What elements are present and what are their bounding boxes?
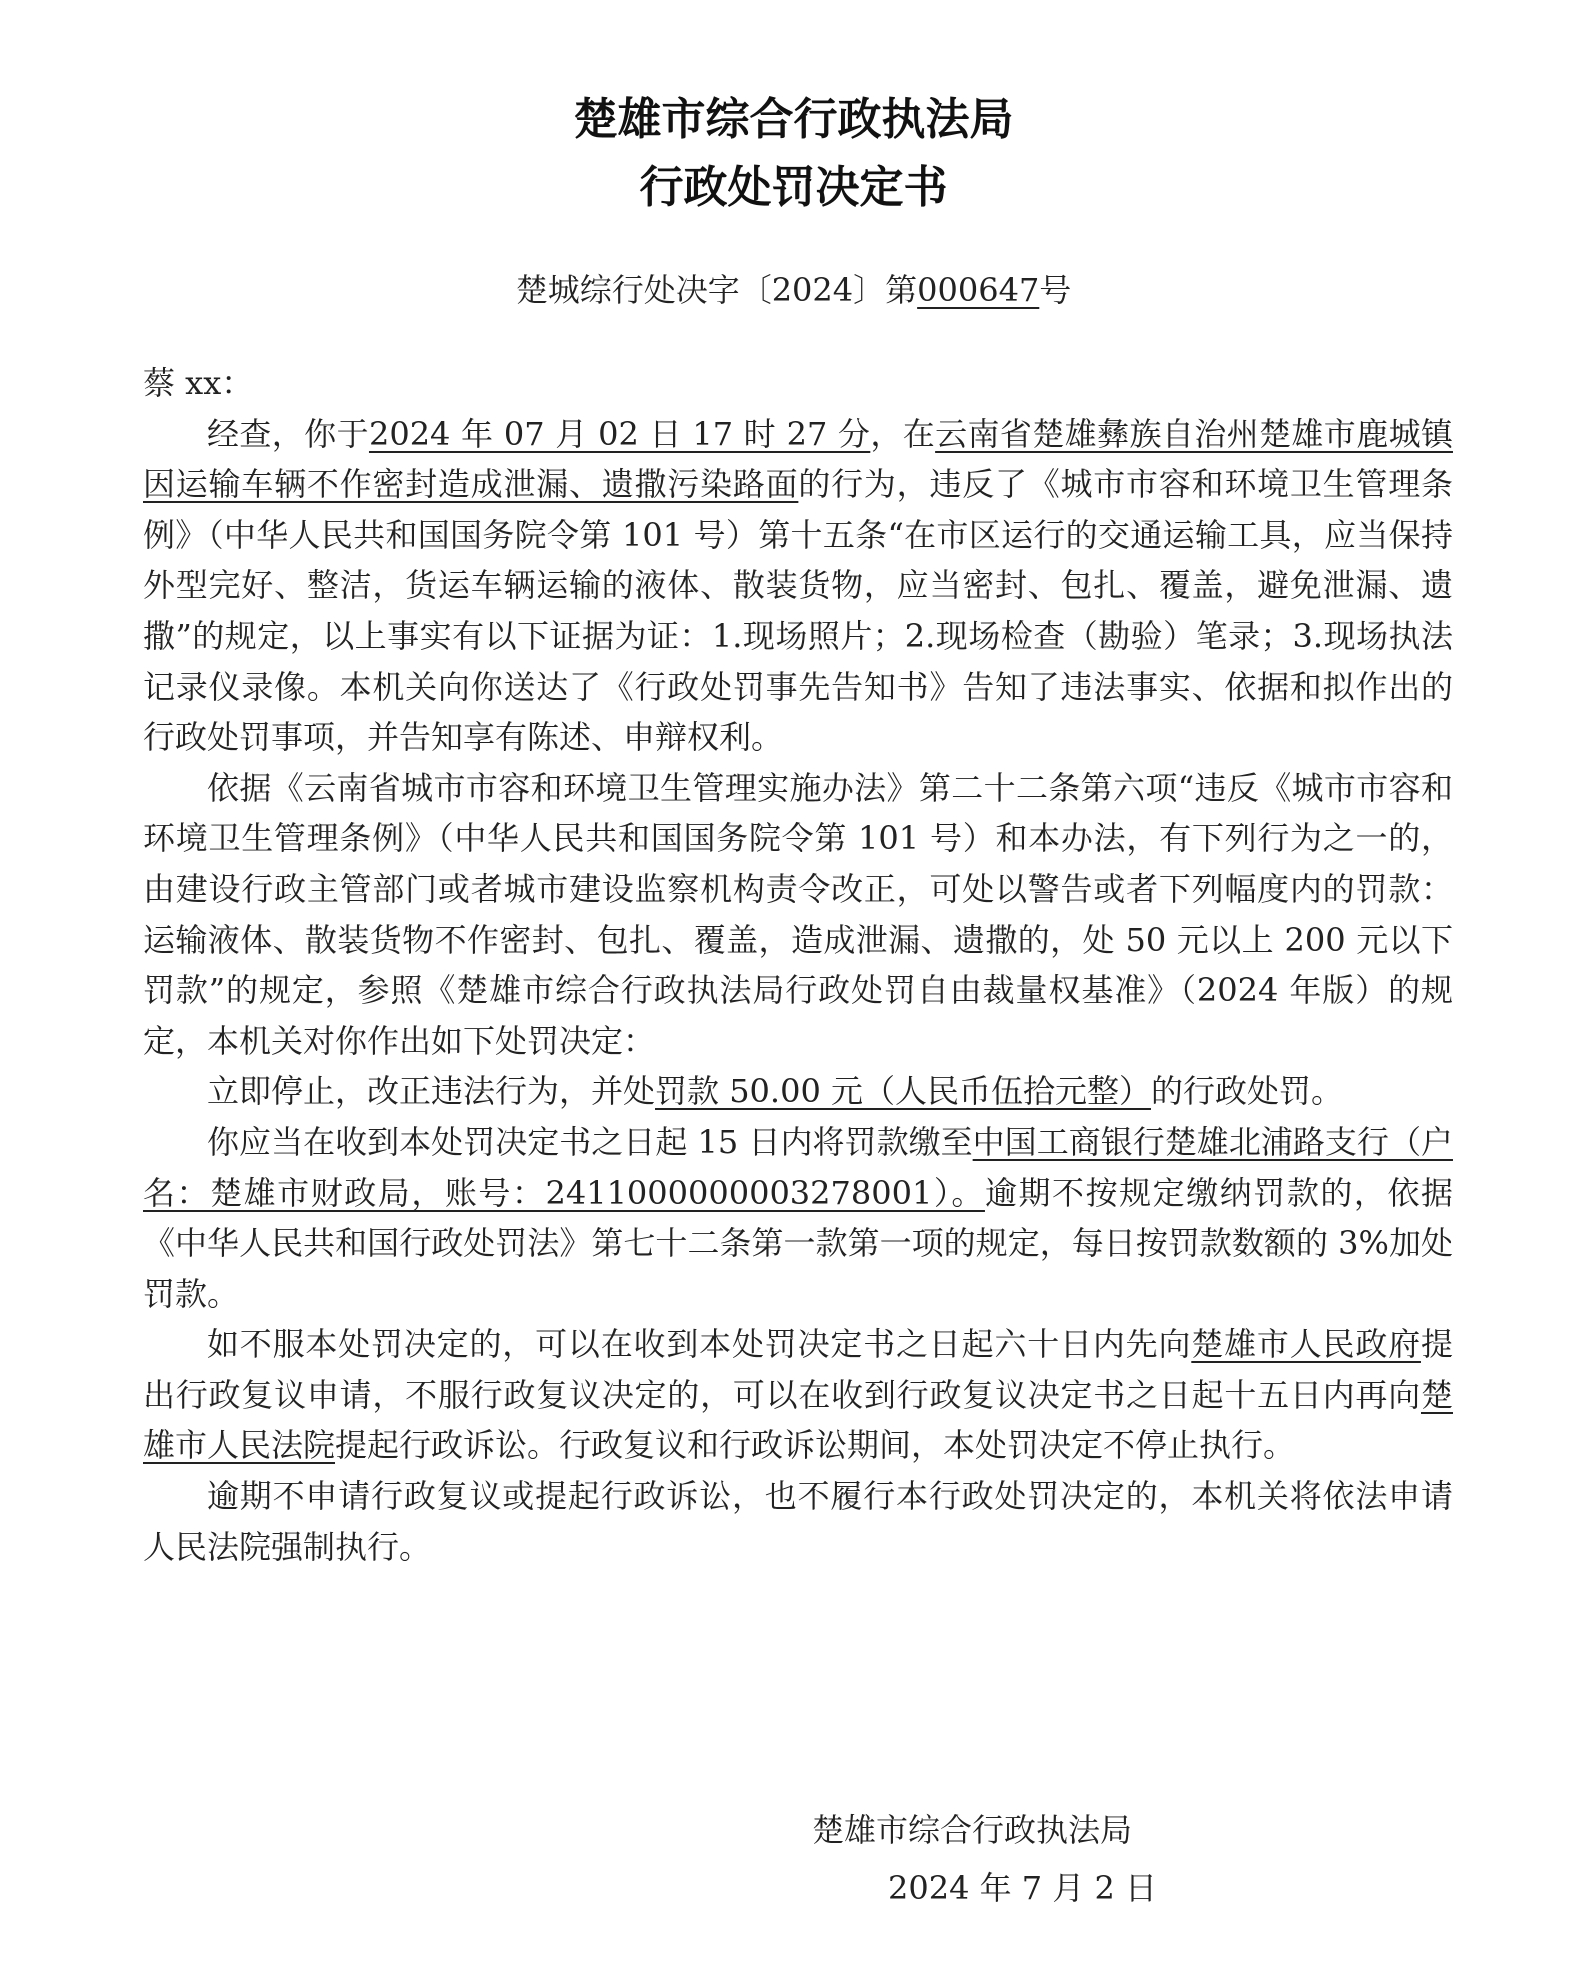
document-number-prefix: 楚城综行处决字〔2024〕第 [515, 271, 918, 309]
appeal-text-1: 如不服本处罚决定的，可以在收到本处罚决定书之日起六十日内先向 [207, 1325, 1192, 1364]
decision-text-2: 的行政处罚。 [1150, 1072, 1343, 1111]
violation-datetime: 2024 年 07 月 02 日 17 时 27 分 [368, 414, 871, 453]
bank-account-info: 中国工商银行楚雄北浦路支行（户名：楚雄市财政局，账号：2411000000003278001）。 [143, 1122, 1453, 1212]
payment-text-1: 你应当在收到本处罚决定书之日起 15 日内将罚款缴至 [207, 1122, 973, 1161]
facts-text-1: 经查，你于 [207, 414, 369, 453]
appeal-paragraph [143, 1319, 1453, 1471]
signature-date: 2024 年 7 月 2 日 [888, 1869, 1158, 1907]
legal-basis-paragraph: 依据《云南省城市市容和环境卫生管理实施办法》第二十二条第六项“违反《城市市容和环境卫生管理条例》（中华人民共和国国务院令第 101 号）和本办法，有下列行为之一的，由建设行政主管部门或者城市建设监察机构责令改正，可处以警告或者下列幅度内的罚款：运输液体、散装货物不作密封、包扎、覆盖，造成泄漏、遗撒的，处 50 元以上 200 元以下罚款”的规定，参照《楚雄市综合行政执法局行政处罚自由裁量权基准》（2024 年版）的规定，本机关对你作出如下处罚决定： [143, 768, 1453, 1060]
decision-text-1: 立即停止，改正违法行为，并处 [207, 1072, 656, 1111]
document-number-suffix: 号 [1039, 271, 1072, 309]
payment-text-2: 逾期不按规定缴纳罚款的，依据《中华人民共和国行政处罚法》第七十二条第一款第一项的规定，每日按罚款数额的 3%加处罚款。 [143, 1173, 1453, 1313]
payment-paragraph [143, 1117, 1453, 1319]
litigation-court: 楚雄市人民法院 [143, 1375, 1453, 1465]
document-number [0, 268, 1587, 312]
recipient: 蔡 xx： [143, 364, 254, 402]
facts-text-3: 的行为，违反了《城市市容和环境卫生管理条例》（中华人民共和国国务院令第 101 号）第十五条“在市区运行的交通运输工具，应当保持外型完好、整洁，货运车辆运输的液体、散装货物，应当密封、包扎、覆盖，避免泄漏、遗撒”的规定，以上事实有以下证据为证：1.现场照片；2.现场检查（勘验）笔录；3.现场执法记录仪录像。本机关向你送达了《行政处罚事先告知书》告知了违法事实、依据和拟作出的行政处罚事项，并告知享有陈述、申辩权利。 [143, 465, 1453, 757]
violation-description: 云南省楚雄彝族自治州楚雄市鹿城镇因运输车辆不作密封造成泄漏、遗撒污染路面 [143, 414, 1453, 504]
enforcement-paragraph: 逾期不申请行政复议或提起行政诉讼，也不履行本行政处罚决定的，本机关将依法申请人民法院强制执行。 [143, 1477, 1453, 1566]
decision-paragraph [143, 1066, 1453, 1117]
document-type-title: 行政处罚决定书 [639, 162, 948, 213]
document-body [143, 358, 1453, 1572]
facts-text-2: ，在 [870, 414, 936, 453]
appeal-text-3: 提起行政诉讼。行政复议和行政诉讼期间，本处罚决定不停止执行。 [335, 1426, 1296, 1465]
signature-organization: 楚雄市综合行政执法局 [812, 1811, 1133, 1849]
review-government: 楚雄市人民政府 [1191, 1325, 1421, 1364]
facts-paragraph [143, 409, 1453, 763]
appeal-text-2: 提出行政复议申请，不服行政复议决定的，可以在收到行政复议决定书之日起十五日内再向 [143, 1325, 1453, 1414]
document-number-value: 000647 [917, 271, 1040, 309]
fine-amount: 罚款 50.00 元（人民币伍拾元整） [655, 1072, 1151, 1111]
agency-title: 楚雄市综合行政执法局 [573, 94, 1014, 145]
